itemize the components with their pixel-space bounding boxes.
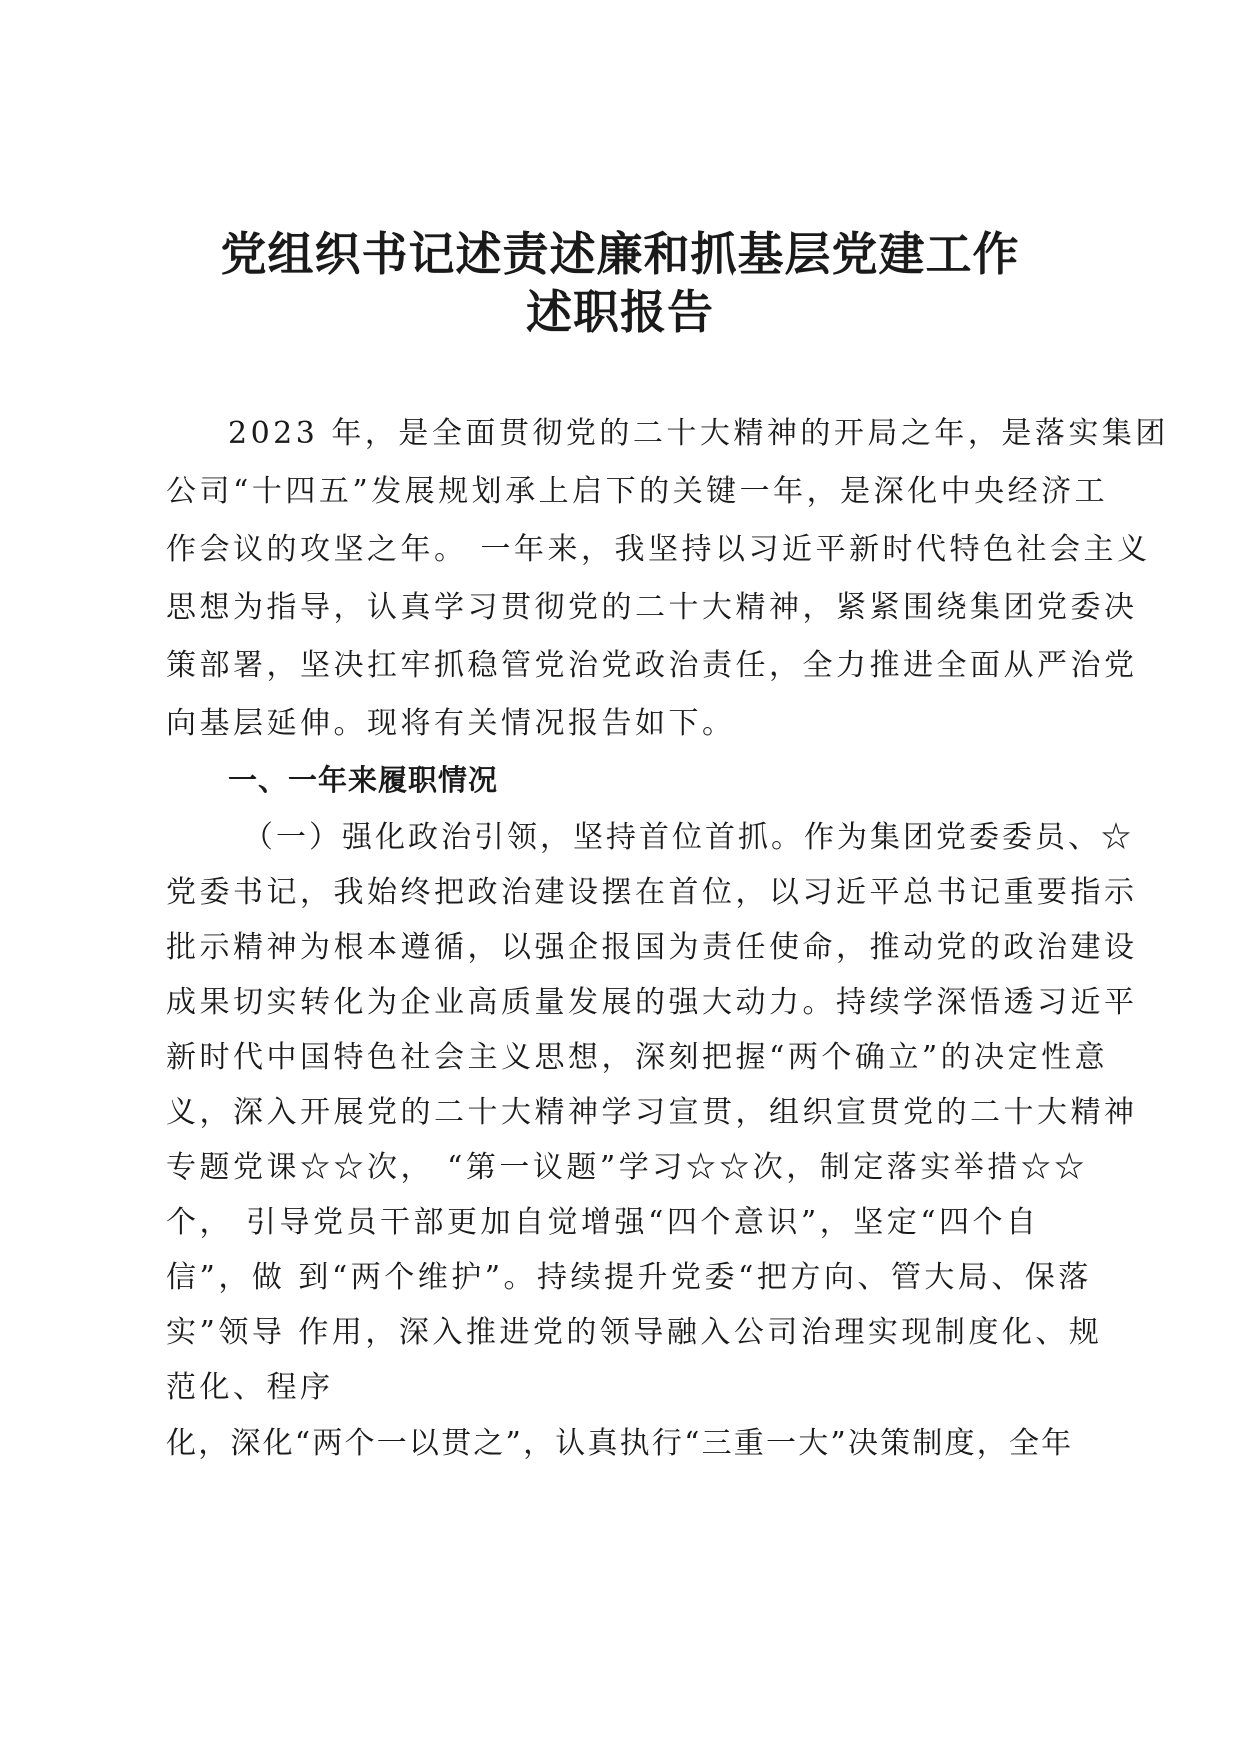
body-line: 义，深入开展党的二十大精神学习宣贯，组织宣贯党的二十大精神 (166, 1095, 1138, 1130)
intro-line: 思想为指导，认真学习贯彻党的二十大精神，紧紧围绕集团党委决 (166, 590, 1138, 625)
body-line: 个， 引导党员干部更加自觉增强“四个意识”，坚定“四个自 (166, 1205, 1040, 1240)
intro-line: 作会议的攻坚之年。 一年来，我坚持以习近平新时代特色社会主义 (166, 532, 1151, 567)
intro-line: 2023 年，是全面贯彻党的二十大精神的开局之年，是落实集团 (228, 416, 1169, 451)
body-line: 实”领导 作用，深入推进党的领导融入公司治理实现制度化、规 (166, 1315, 1103, 1350)
body-line: 党委书记，我始终把政治建设摆在首位，以习近平总书记重要指示 (166, 875, 1138, 910)
document-title-line-1: 党组织书记述责述廉和抓基层党建工作 (220, 227, 1020, 281)
body-line: 专题党课☆☆次， “第一议题”学习☆☆次，制定落实举措☆☆ (166, 1150, 1088, 1185)
intro-line: 策部署，坚决扛牢抓稳管党治党政治责任，全力推进全面从严治党 (166, 648, 1138, 683)
body-line: 成果切实转化为企业高质量发展的强大动力。持续学深悟透习近平 (166, 985, 1138, 1020)
section-heading: 一、一年来履职情况 (228, 763, 499, 797)
body-line: 化，深化“两个一以贯之”，认真执行“三重一大”决策制度，全年 (166, 1426, 1074, 1461)
body-line: 新时代中国特色社会主义思想，深刻把握“两个确立”的决定性意 (166, 1040, 1109, 1075)
body-line: 批示精神为根本遵循，以强企报国为责任使命，推动党的政治建设 (166, 930, 1138, 965)
intro-line: 向基层延伸。现将有关情况报告如下。 (166, 706, 736, 741)
intro-line: 公司“十四五”发展规划承上启下的关键一年，是深化中央经济工 (166, 474, 1109, 509)
body-line: （一）强化政治引领，坚持首位首抓。作为集团党委委员、☆ (243, 820, 1134, 855)
body-line: 范化、程序 (166, 1370, 334, 1405)
document-title-line-2: 述职报告 (526, 285, 714, 339)
body-line: 信”，做 到“两个维护”。持续提升党委“把方向、管大局、保落 (166, 1260, 1092, 1295)
